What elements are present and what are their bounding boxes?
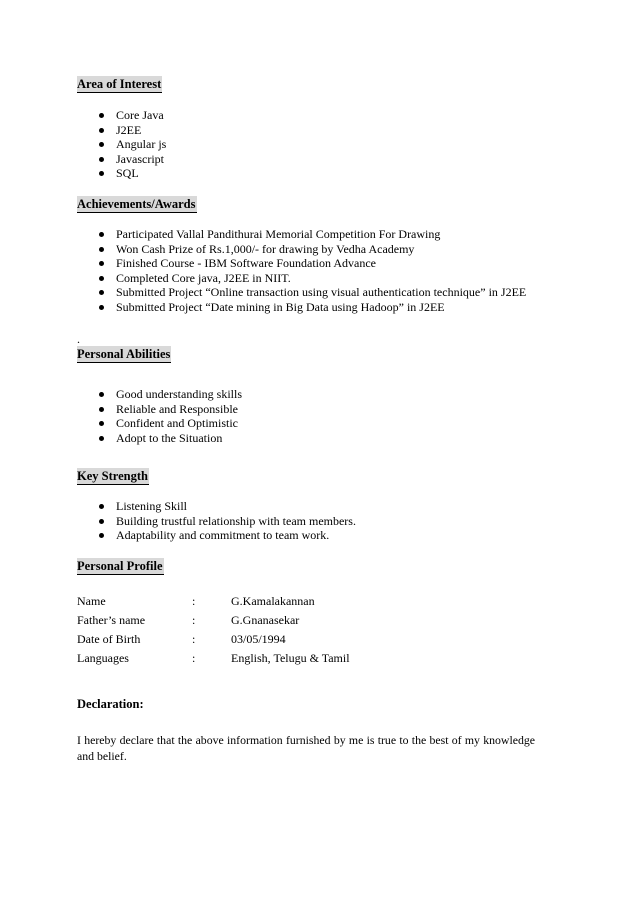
profile-separator: : [192,632,196,646]
profile-value: English, Telugu & Tamil [231,651,350,665]
list-item: Angular js [77,137,166,152]
bullet-icon [99,504,104,509]
achievements-heading: Achievements/Awards [77,197,196,211]
personal-abilities-list [77,387,242,445]
list-item: Building trustful relationship with team members. [77,514,356,529]
key-strength-heading: Key Strength [77,469,148,483]
list-item: Submitted Project “Date mining in Big Data using Hadoop” in J2EE [77,300,526,315]
bullet-icon [99,519,104,524]
list-item: Won Cash Prize of Rs.1,000/- for drawing by Vedha Academy [77,242,526,257]
area-of-interest-list [77,108,166,181]
profile-label: Languages [77,651,129,665]
bullet-icon [99,232,104,237]
profile-value: 03/05/1994 [231,632,286,646]
bullet-icon [99,436,104,441]
list-item: Confident and Optimistic [77,416,242,431]
list-item: Listening Skill [77,499,356,514]
list-item: Adopt to the Situation [77,431,242,446]
bullet-icon [99,113,104,118]
profile-value: G.Gnanasekar [231,613,300,627]
resume-page [77,0,547,902]
bullet-icon [99,305,104,310]
profile-row-date-of-birth [77,630,547,649]
list-item: J2EE [77,123,166,138]
key-strength-list [77,499,356,543]
profile-separator: : [192,613,196,627]
bullet-icon [99,157,104,162]
declaration-text: I hereby declare that the above information furnished by me is true to the best of my knowledge and belief. [77,733,535,763]
profile-value: G.Kamalakannan [231,594,315,608]
bullet-icon [99,421,104,426]
bullet-icon [99,533,104,538]
list-item: Submitted Project “Online transaction using visual authentication technique” in J2EE [77,285,526,300]
list-item: Good understanding skills [77,387,242,402]
bullet-icon [99,171,104,176]
list-item: Reliable and Responsible [77,402,242,417]
list-item: Adaptability and commitment to team work. [77,528,356,543]
profile-row-father-name [77,611,547,630]
stray-period: . [77,332,80,346]
bullet-icon [99,407,104,412]
personal-profile-table [77,592,547,668]
list-item: Completed Core java, J2EE in NIIT. [77,271,526,286]
list-item: SQL [77,166,166,181]
bullet-icon [99,392,104,397]
achievements-list [77,227,526,315]
profile-row-name [77,592,547,611]
declaration-heading: Declaration: [77,697,144,711]
personal-abilities-heading: Personal Abilities [77,347,171,361]
profile-separator: : [192,594,196,608]
profile-label: Father’s name [77,613,146,627]
list-item: Finished Course - IBM Software Foundation Advance [77,256,526,271]
area-of-interest-heading: Area of Interest [77,77,162,91]
bullet-icon [99,142,104,147]
profile-row-languages [77,649,547,668]
list-item: Javascript [77,152,166,167]
bullet-icon [99,128,104,133]
bullet-icon [99,261,104,266]
personal-profile-heading: Personal Profile [77,559,163,573]
profile-label: Name [77,594,106,608]
profile-separator: : [192,651,196,665]
list-item: Core Java [77,108,166,123]
bullet-icon [99,290,104,295]
bullet-icon [99,247,104,252]
profile-label: Date of Birth [77,632,141,646]
list-item: Participated Vallal Pandithurai Memorial Competition For Drawing [77,227,526,242]
bullet-icon [99,276,104,281]
